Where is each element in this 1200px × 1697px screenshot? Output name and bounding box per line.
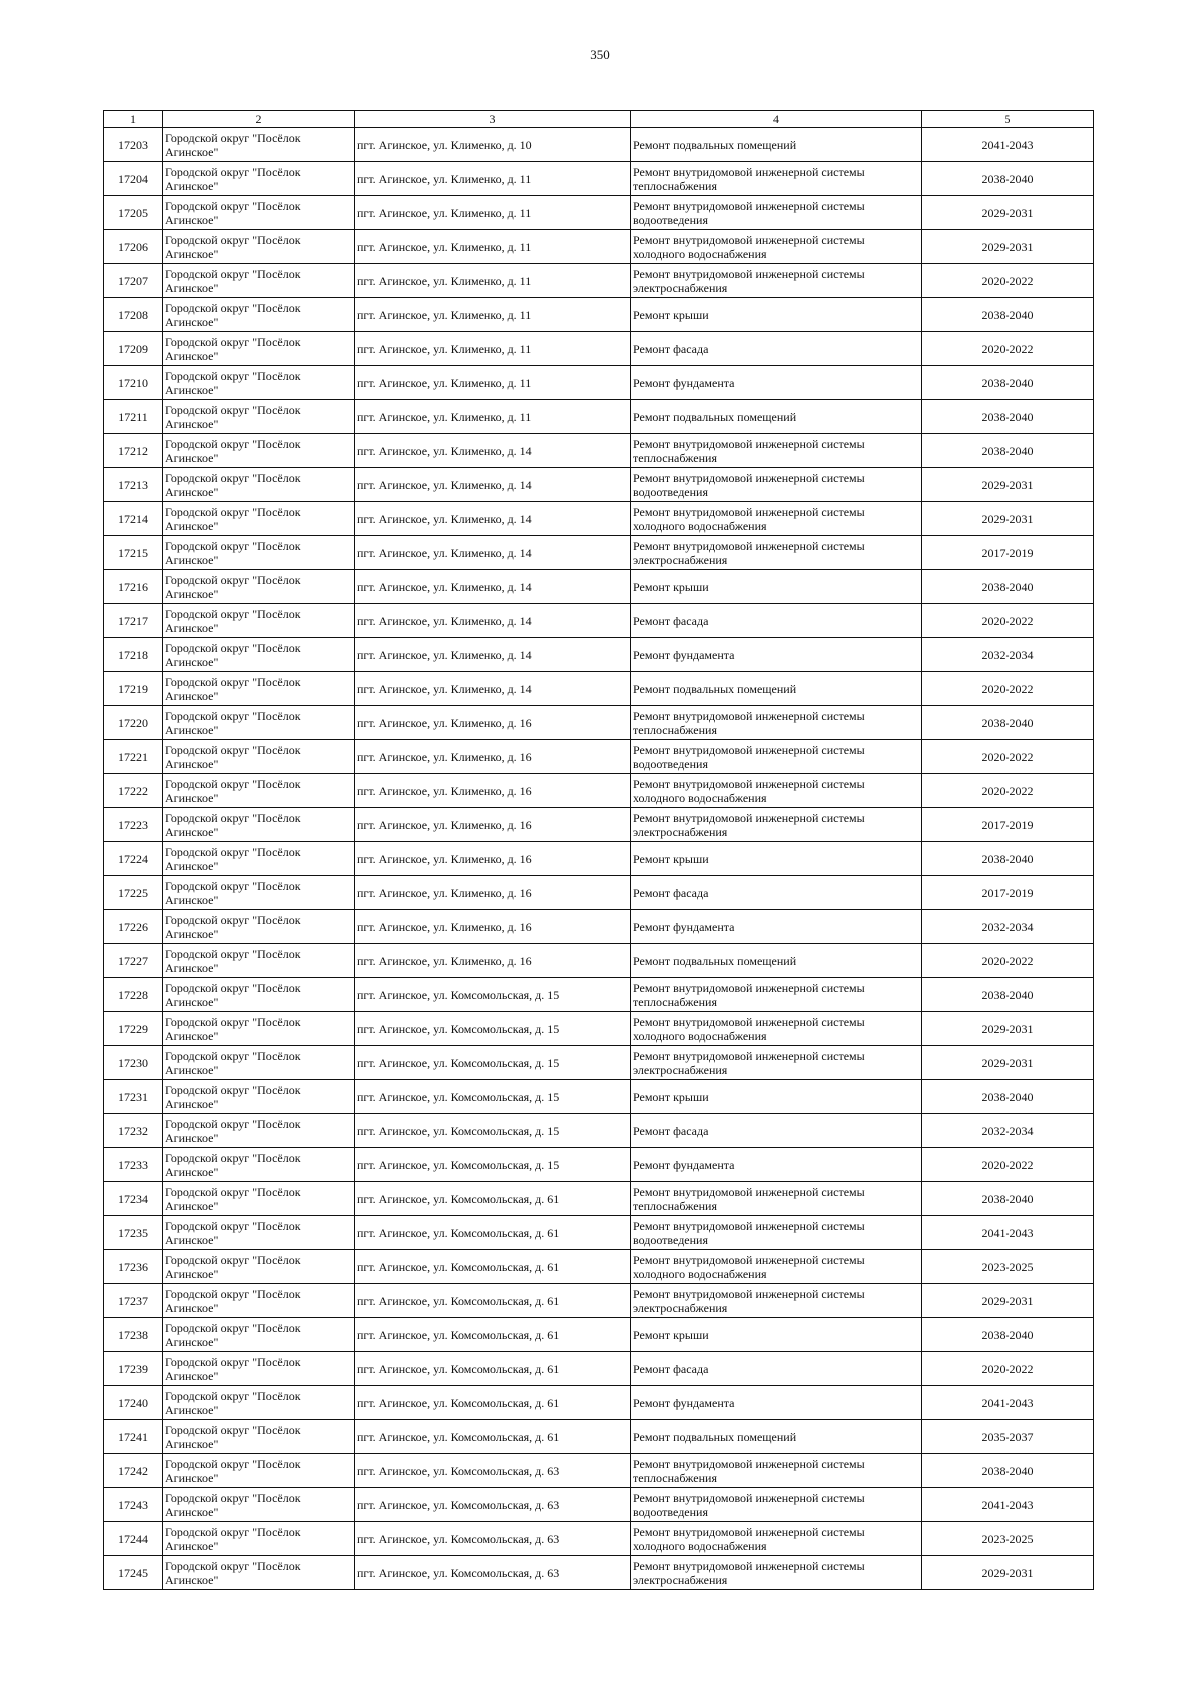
period-cell: 2020-2022	[922, 740, 1094, 774]
table-row	[104, 1250, 1094, 1284]
work-type-cell: Ремонт внутридомовой инженерной системы электроснабжения	[631, 1046, 922, 1080]
period-cell: 2020-2022	[922, 944, 1094, 978]
address-cell: пгт. Агинское, ул. Комсомольская, д. 61	[355, 1250, 631, 1284]
work-type-cell: Ремонт фундамента	[631, 1386, 922, 1420]
work-type-cell: Ремонт фундамента	[631, 638, 922, 672]
address-cell: пгт. Агинское, ул. Комсомольская, д. 15	[355, 1012, 631, 1046]
work-type-cell: Ремонт подвальных помещений	[631, 944, 922, 978]
record-number-cell: 17240	[104, 1386, 163, 1420]
municipality-cell: Городской округ "Посёлок Агинское"	[163, 638, 355, 672]
municipality-cell: Городской округ "Посёлок Агинское"	[163, 604, 355, 638]
table-row	[104, 298, 1094, 332]
address-cell: пгт. Агинское, ул. Комсомольская, д. 63	[355, 1522, 631, 1556]
municipality-cell: Городской округ "Посёлок Агинское"	[163, 1182, 355, 1216]
record-number-cell: 17237	[104, 1284, 163, 1318]
table-body	[104, 128, 1094, 1590]
work-type-cell: Ремонт крыши	[631, 298, 922, 332]
table-row	[104, 638, 1094, 672]
table-row	[104, 570, 1094, 604]
record-number-cell: 17235	[104, 1216, 163, 1250]
record-number-cell: 17206	[104, 230, 163, 264]
municipality-cell: Городской округ "Посёлок Агинское"	[163, 944, 355, 978]
record-number-cell: 17226	[104, 910, 163, 944]
work-type-cell: Ремонт внутридомовой инженерной системы электроснабжения	[631, 1556, 922, 1590]
record-number-cell: 17228	[104, 978, 163, 1012]
period-cell: 2038-2040	[922, 434, 1094, 468]
period-cell: 2041-2043	[922, 1488, 1094, 1522]
work-type-cell: Ремонт крыши	[631, 1318, 922, 1352]
municipality-cell: Городской округ "Посёлок Агинское"	[163, 332, 355, 366]
period-cell: 2017-2019	[922, 536, 1094, 570]
work-type-cell: Ремонт крыши	[631, 1080, 922, 1114]
address-cell: пгт. Агинское, ул. Клименко, д. 11	[355, 366, 631, 400]
table-row	[104, 1148, 1094, 1182]
table-row	[104, 808, 1094, 842]
municipality-cell: Городской округ "Посёлок Агинское"	[163, 910, 355, 944]
page-number: 350	[590, 47, 610, 62]
work-type-cell: Ремонт фасада	[631, 604, 922, 638]
work-type-cell: Ремонт крыши	[631, 570, 922, 604]
record-number-cell: 17214	[104, 502, 163, 536]
table-row	[104, 1114, 1094, 1148]
period-cell: 2029-2031	[922, 468, 1094, 502]
table-row	[104, 1386, 1094, 1420]
address-cell: пгт. Агинское, ул. Комсомольская, д. 15	[355, 1114, 631, 1148]
address-cell: пгт. Агинское, ул. Комсомольская, д. 61	[355, 1216, 631, 1250]
address-cell: пгт. Агинское, ул. Клименко, д. 14	[355, 468, 631, 502]
work-type-cell: Ремонт фасада	[631, 876, 922, 910]
municipality-cell: Городской округ "Посёлок Агинское"	[163, 128, 355, 162]
municipality-cell: Городской округ "Посёлок Агинское"	[163, 196, 355, 230]
table-row	[104, 1318, 1094, 1352]
record-number-cell: 17208	[104, 298, 163, 332]
table-row	[104, 1352, 1094, 1386]
work-type-cell: Ремонт подвальных помещений	[631, 400, 922, 434]
period-cell: 2041-2043	[922, 1386, 1094, 1420]
record-number-cell: 17236	[104, 1250, 163, 1284]
address-cell: пгт. Агинское, ул. Комсомольская, д. 61	[355, 1284, 631, 1318]
period-cell: 2038-2040	[922, 570, 1094, 604]
record-number-cell: 17220	[104, 706, 163, 740]
address-cell: пгт. Агинское, ул. Клименко, д. 16	[355, 774, 631, 808]
table-row	[104, 1046, 1094, 1080]
address-cell: пгт. Агинское, ул. Клименко, д. 14	[355, 502, 631, 536]
column-header: 1	[104, 111, 163, 128]
column-header: 3	[355, 111, 631, 128]
table-row	[104, 604, 1094, 638]
period-cell: 2038-2040	[922, 706, 1094, 740]
record-number-cell: 17217	[104, 604, 163, 638]
work-type-cell: Ремонт фундамента	[631, 366, 922, 400]
table-row	[104, 1556, 1094, 1590]
work-type-cell: Ремонт внутридомовой инженерной системы электроснабжения	[631, 1284, 922, 1318]
period-cell: 2020-2022	[922, 604, 1094, 638]
period-cell: 2038-2040	[922, 842, 1094, 876]
table-row	[104, 1080, 1094, 1114]
table-row	[104, 910, 1094, 944]
municipality-cell: Городской округ "Посёлок Агинское"	[163, 1012, 355, 1046]
table-row	[104, 128, 1094, 162]
address-cell: пгт. Агинское, ул. Комсомольская, д. 61	[355, 1352, 631, 1386]
table-row	[104, 434, 1094, 468]
work-type-cell: Ремонт внутридомовой инженерной системы теплоснабжения	[631, 978, 922, 1012]
table-row	[104, 400, 1094, 434]
record-number-cell: 17215	[104, 536, 163, 570]
municipality-cell: Городской округ "Посёлок Агинское"	[163, 400, 355, 434]
record-number-cell: 17204	[104, 162, 163, 196]
work-type-cell: Ремонт внутридомовой инженерной системы теплоснабжения	[631, 1454, 922, 1488]
work-type-cell: Ремонт фундамента	[631, 910, 922, 944]
address-cell: пгт. Агинское, ул. Клименко, д. 14	[355, 570, 631, 604]
table-row	[104, 876, 1094, 910]
address-cell: пгт. Агинское, ул. Клименко, д. 14	[355, 604, 631, 638]
record-number-cell: 17223	[104, 808, 163, 842]
record-number-cell: 17212	[104, 434, 163, 468]
address-cell: пгт. Агинское, ул. Комсомольская, д. 61	[355, 1182, 631, 1216]
municipality-cell: Городской округ "Посёлок Агинское"	[163, 978, 355, 1012]
municipality-cell: Городской округ "Посёлок Агинское"	[163, 1284, 355, 1318]
work-type-cell: Ремонт крыши	[631, 842, 922, 876]
work-type-cell: Ремонт внутридомовой инженерной системы водоотведения	[631, 468, 922, 502]
address-cell: пгт. Агинское, ул. Клименко, д. 14	[355, 434, 631, 468]
municipality-cell: Городской округ "Посёлок Агинское"	[163, 1318, 355, 1352]
municipality-cell: Городской округ "Посёлок Агинское"	[163, 1148, 355, 1182]
table-row	[104, 740, 1094, 774]
address-cell: пгт. Агинское, ул. Комсомольская, д. 15	[355, 1080, 631, 1114]
municipality-cell: Городской округ "Посёлок Агинское"	[163, 1488, 355, 1522]
address-cell: пгт. Агинское, ул. Клименко, д. 14	[355, 638, 631, 672]
record-number-cell: 17218	[104, 638, 163, 672]
record-number-cell: 17244	[104, 1522, 163, 1556]
municipality-cell: Городской округ "Посёлок Агинское"	[163, 434, 355, 468]
record-number-cell: 17207	[104, 264, 163, 298]
address-cell: пгт. Агинское, ул. Комсомольская, д. 15	[355, 978, 631, 1012]
record-number-cell: 17241	[104, 1420, 163, 1454]
record-number-cell: 17216	[104, 570, 163, 604]
address-cell: пгт. Агинское, ул. Комсомольская, д. 63	[355, 1556, 631, 1590]
record-number-cell: 17233	[104, 1148, 163, 1182]
work-type-cell: Ремонт внутридомовой инженерной системы водоотведения	[631, 196, 922, 230]
address-cell: пгт. Агинское, ул. Клименко, д. 11	[355, 264, 631, 298]
table-row	[104, 1522, 1094, 1556]
work-type-cell: Ремонт внутридомовой инженерной системы электроснабжения	[631, 536, 922, 570]
municipality-cell: Городской округ "Посёлок Агинское"	[163, 842, 355, 876]
table-row	[104, 366, 1094, 400]
work-type-cell: Ремонт внутридомовой инженерной системы холодного водоснабжения	[631, 1250, 922, 1284]
municipality-cell: Городской округ "Посёлок Агинское"	[163, 536, 355, 570]
record-number-cell: 17245	[104, 1556, 163, 1590]
table-row	[104, 230, 1094, 264]
column-header: 2	[163, 111, 355, 128]
period-cell: 2041-2043	[922, 1216, 1094, 1250]
address-cell: пгт. Агинское, ул. Клименко, д. 14	[355, 672, 631, 706]
period-cell: 2023-2025	[922, 1250, 1094, 1284]
record-number-cell: 17230	[104, 1046, 163, 1080]
municipality-cell: Городской округ "Посёлок Агинское"	[163, 162, 355, 196]
column-header: 4	[631, 111, 922, 128]
period-cell: 2035-2037	[922, 1420, 1094, 1454]
record-number-cell: 17221	[104, 740, 163, 774]
address-cell: пгт. Агинское, ул. Клименко, д. 11	[355, 230, 631, 264]
record-number-cell: 17210	[104, 366, 163, 400]
work-type-cell: Ремонт внутридомовой инженерной системы водоотведения	[631, 1216, 922, 1250]
period-cell: 2023-2025	[922, 1522, 1094, 1556]
municipality-cell: Городской округ "Посёлок Агинское"	[163, 808, 355, 842]
address-cell: пгт. Агинское, ул. Клименко, д. 14	[355, 536, 631, 570]
period-cell: 2029-2031	[922, 1284, 1094, 1318]
address-cell: пгт. Агинское, ул. Клименко, д. 11	[355, 332, 631, 366]
work-type-cell: Ремонт внутридомовой инженерной системы электроснабжения	[631, 808, 922, 842]
work-type-cell: Ремонт внутридомовой инженерной системы водоотведения	[631, 740, 922, 774]
work-type-cell: Ремонт фасада	[631, 1352, 922, 1386]
table-row	[104, 1454, 1094, 1488]
work-type-cell: Ремонт подвальных помещений	[631, 1420, 922, 1454]
period-cell: 2020-2022	[922, 1352, 1094, 1386]
record-number-cell: 17209	[104, 332, 163, 366]
table-row	[104, 774, 1094, 808]
table-row	[104, 1284, 1094, 1318]
period-cell: 2032-2034	[922, 910, 1094, 944]
period-cell: 2029-2031	[922, 230, 1094, 264]
period-cell: 2029-2031	[922, 1556, 1094, 1590]
table-row	[104, 502, 1094, 536]
work-type-cell: Ремонт внутридомовой инженерной системы электроснабжения	[631, 264, 922, 298]
work-type-cell: Ремонт внутридомовой инженерной системы холодного водоснабжения	[631, 1522, 922, 1556]
table-row	[104, 978, 1094, 1012]
period-cell: 2038-2040	[922, 298, 1094, 332]
municipality-cell: Городской округ "Посёлок Агинское"	[163, 1114, 355, 1148]
record-number-cell: 17222	[104, 774, 163, 808]
table-row	[104, 196, 1094, 230]
table-row	[104, 162, 1094, 196]
period-cell: 2038-2040	[922, 1080, 1094, 1114]
record-number-cell: 17234	[104, 1182, 163, 1216]
municipality-cell: Городской округ "Посёлок Агинское"	[163, 1250, 355, 1284]
address-cell: пгт. Агинское, ул. Клименко, д. 16	[355, 944, 631, 978]
record-number-cell: 17239	[104, 1352, 163, 1386]
period-cell: 2038-2040	[922, 366, 1094, 400]
address-cell: пгт. Агинское, ул. Клименко, д. 16	[355, 910, 631, 944]
address-cell: пгт. Агинское, ул. Комсомольская, д. 61	[355, 1386, 631, 1420]
municipality-cell: Городской округ "Посёлок Агинское"	[163, 230, 355, 264]
work-type-cell: Ремонт внутридомовой инженерной системы холодного водоснабжения	[631, 774, 922, 808]
period-cell: 2032-2034	[922, 638, 1094, 672]
work-type-cell: Ремонт внутридомовой инженерной системы теплоснабжения	[631, 162, 922, 196]
table-row	[104, 1182, 1094, 1216]
address-cell: пгт. Агинское, ул. Клименко, д. 16	[355, 706, 631, 740]
column-header: 5	[922, 111, 1094, 128]
work-type-cell: Ремонт внутридомовой инженерной системы теплоснабжения	[631, 706, 922, 740]
period-cell: 2017-2019	[922, 808, 1094, 842]
table-row	[104, 536, 1094, 570]
address-cell: пгт. Агинское, ул. Клименко, д. 16	[355, 876, 631, 910]
address-cell: пгт. Агинское, ул. Клименко, д. 16	[355, 740, 631, 774]
address-cell: пгт. Агинское, ул. Клименко, д. 10	[355, 128, 631, 162]
table-row	[104, 468, 1094, 502]
municipality-cell: Городской округ "Посёлок Агинское"	[163, 740, 355, 774]
work-type-cell: Ремонт внутридомовой инженерной системы холодного водоснабжения	[631, 230, 922, 264]
municipality-cell: Городской округ "Посёлок Агинское"	[163, 1556, 355, 1590]
period-cell: 2038-2040	[922, 1318, 1094, 1352]
table-row	[104, 706, 1094, 740]
period-cell: 2029-2031	[922, 1012, 1094, 1046]
work-type-cell: Ремонт подвальных помещений	[631, 128, 922, 162]
record-number-cell: 17205	[104, 196, 163, 230]
work-type-cell: Ремонт внутридомовой инженерной системы водоотведения	[631, 1488, 922, 1522]
municipality-cell: Городской округ "Посёлок Агинское"	[163, 1216, 355, 1250]
work-type-cell: Ремонт внутридомовой инженерной системы теплоснабжения	[631, 1182, 922, 1216]
municipality-cell: Городской округ "Посёлок Агинское"	[163, 298, 355, 332]
municipality-cell: Городской округ "Посёлок Агинское"	[163, 774, 355, 808]
record-number-cell: 17242	[104, 1454, 163, 1488]
municipality-cell: Городской округ "Посёлок Агинское"	[163, 502, 355, 536]
address-cell: пгт. Агинское, ул. Клименко, д. 11	[355, 196, 631, 230]
period-cell: 2032-2034	[922, 1114, 1094, 1148]
municipality-cell: Городской округ "Посёлок Агинское"	[163, 570, 355, 604]
address-cell: пгт. Агинское, ул. Клименко, д. 11	[355, 162, 631, 196]
period-cell: 2038-2040	[922, 1454, 1094, 1488]
record-number-cell: 17213	[104, 468, 163, 502]
period-cell: 2038-2040	[922, 162, 1094, 196]
work-type-cell: Ремонт внутридомовой инженерной системы холодного водоснабжения	[631, 502, 922, 536]
period-cell: 2029-2031	[922, 1046, 1094, 1080]
record-number-cell: 17227	[104, 944, 163, 978]
address-cell: пгт. Агинское, ул. Комсомольская, д. 61	[355, 1420, 631, 1454]
record-number-cell: 17232	[104, 1114, 163, 1148]
record-number-cell: 17225	[104, 876, 163, 910]
address-cell: пгт. Агинское, ул. Комсомольская, д. 15	[355, 1148, 631, 1182]
table-row	[104, 1488, 1094, 1522]
work-type-cell: Ремонт фундамента	[631, 1148, 922, 1182]
municipality-cell: Городской округ "Посёлок Агинское"	[163, 706, 355, 740]
municipality-cell: Городской округ "Посёлок Агинское"	[163, 1046, 355, 1080]
period-cell: 2041-2043	[922, 128, 1094, 162]
period-cell: 2038-2040	[922, 1182, 1094, 1216]
municipality-cell: Городской округ "Посёлок Агинское"	[163, 468, 355, 502]
work-type-cell: Ремонт фасада	[631, 332, 922, 366]
municipality-cell: Городской округ "Посёлок Агинское"	[163, 1352, 355, 1386]
record-number-cell: 17229	[104, 1012, 163, 1046]
period-cell: 2017-2019	[922, 876, 1094, 910]
period-cell: 2020-2022	[922, 774, 1094, 808]
period-cell: 2020-2022	[922, 264, 1094, 298]
municipality-cell: Городской округ "Посёлок Агинское"	[163, 1454, 355, 1488]
municipality-cell: Городской округ "Посёлок Агинское"	[163, 1420, 355, 1454]
record-number-cell: 17224	[104, 842, 163, 876]
work-type-cell: Ремонт внутридомовой инженерной системы холодного водоснабжения	[631, 1012, 922, 1046]
period-cell: 2020-2022	[922, 672, 1094, 706]
address-cell: пгт. Агинское, ул. Комсомольская, д. 63	[355, 1488, 631, 1522]
municipality-cell: Городской округ "Посёлок Агинское"	[163, 264, 355, 298]
repair-schedule-table	[103, 110, 1094, 1590]
table-row	[104, 1216, 1094, 1250]
municipality-cell: Городской округ "Посёлок Агинское"	[163, 672, 355, 706]
municipality-cell: Городской округ "Посёлок Агинское"	[163, 1386, 355, 1420]
period-cell: 2020-2022	[922, 1148, 1094, 1182]
column-number-row	[104, 111, 1094, 128]
table-row	[104, 1420, 1094, 1454]
address-cell: пгт. Агинское, ул. Комсомольская, д. 61	[355, 1318, 631, 1352]
municipality-cell: Городской округ "Посёлок Агинское"	[163, 1522, 355, 1556]
work-type-cell: Ремонт подвальных помещений	[631, 672, 922, 706]
record-number-cell: 17203	[104, 128, 163, 162]
record-number-cell: 17211	[104, 400, 163, 434]
record-number-cell: 17219	[104, 672, 163, 706]
address-cell: пгт. Агинское, ул. Клименко, д. 11	[355, 400, 631, 434]
municipality-cell: Городской округ "Посёлок Агинское"	[163, 366, 355, 400]
period-cell: 2038-2040	[922, 978, 1094, 1012]
table-row	[104, 1012, 1094, 1046]
municipality-cell: Городской округ "Посёлок Агинское"	[163, 876, 355, 910]
address-cell: пгт. Агинское, ул. Комсомольская, д. 63	[355, 1454, 631, 1488]
work-type-cell: Ремонт внутридомовой инженерной системы теплоснабжения	[631, 434, 922, 468]
table-row	[104, 332, 1094, 366]
table-row	[104, 842, 1094, 876]
record-number-cell: 17243	[104, 1488, 163, 1522]
period-cell: 2020-2022	[922, 332, 1094, 366]
table-row	[104, 672, 1094, 706]
table-row	[104, 264, 1094, 298]
record-number-cell: 17231	[104, 1080, 163, 1114]
record-number-cell: 17238	[104, 1318, 163, 1352]
table-row	[104, 944, 1094, 978]
address-cell: пгт. Агинское, ул. Клименко, д. 11	[355, 298, 631, 332]
period-cell: 2038-2040	[922, 400, 1094, 434]
period-cell: 2029-2031	[922, 196, 1094, 230]
address-cell: пгт. Агинское, ул. Клименко, д. 16	[355, 842, 631, 876]
municipality-cell: Городской округ "Посёлок Агинское"	[163, 1080, 355, 1114]
address-cell: пгт. Агинское, ул. Клименко, д. 16	[355, 808, 631, 842]
work-type-cell: Ремонт фасада	[631, 1114, 922, 1148]
address-cell: пгт. Агинское, ул. Комсомольская, д. 15	[355, 1046, 631, 1080]
period-cell: 2029-2031	[922, 502, 1094, 536]
